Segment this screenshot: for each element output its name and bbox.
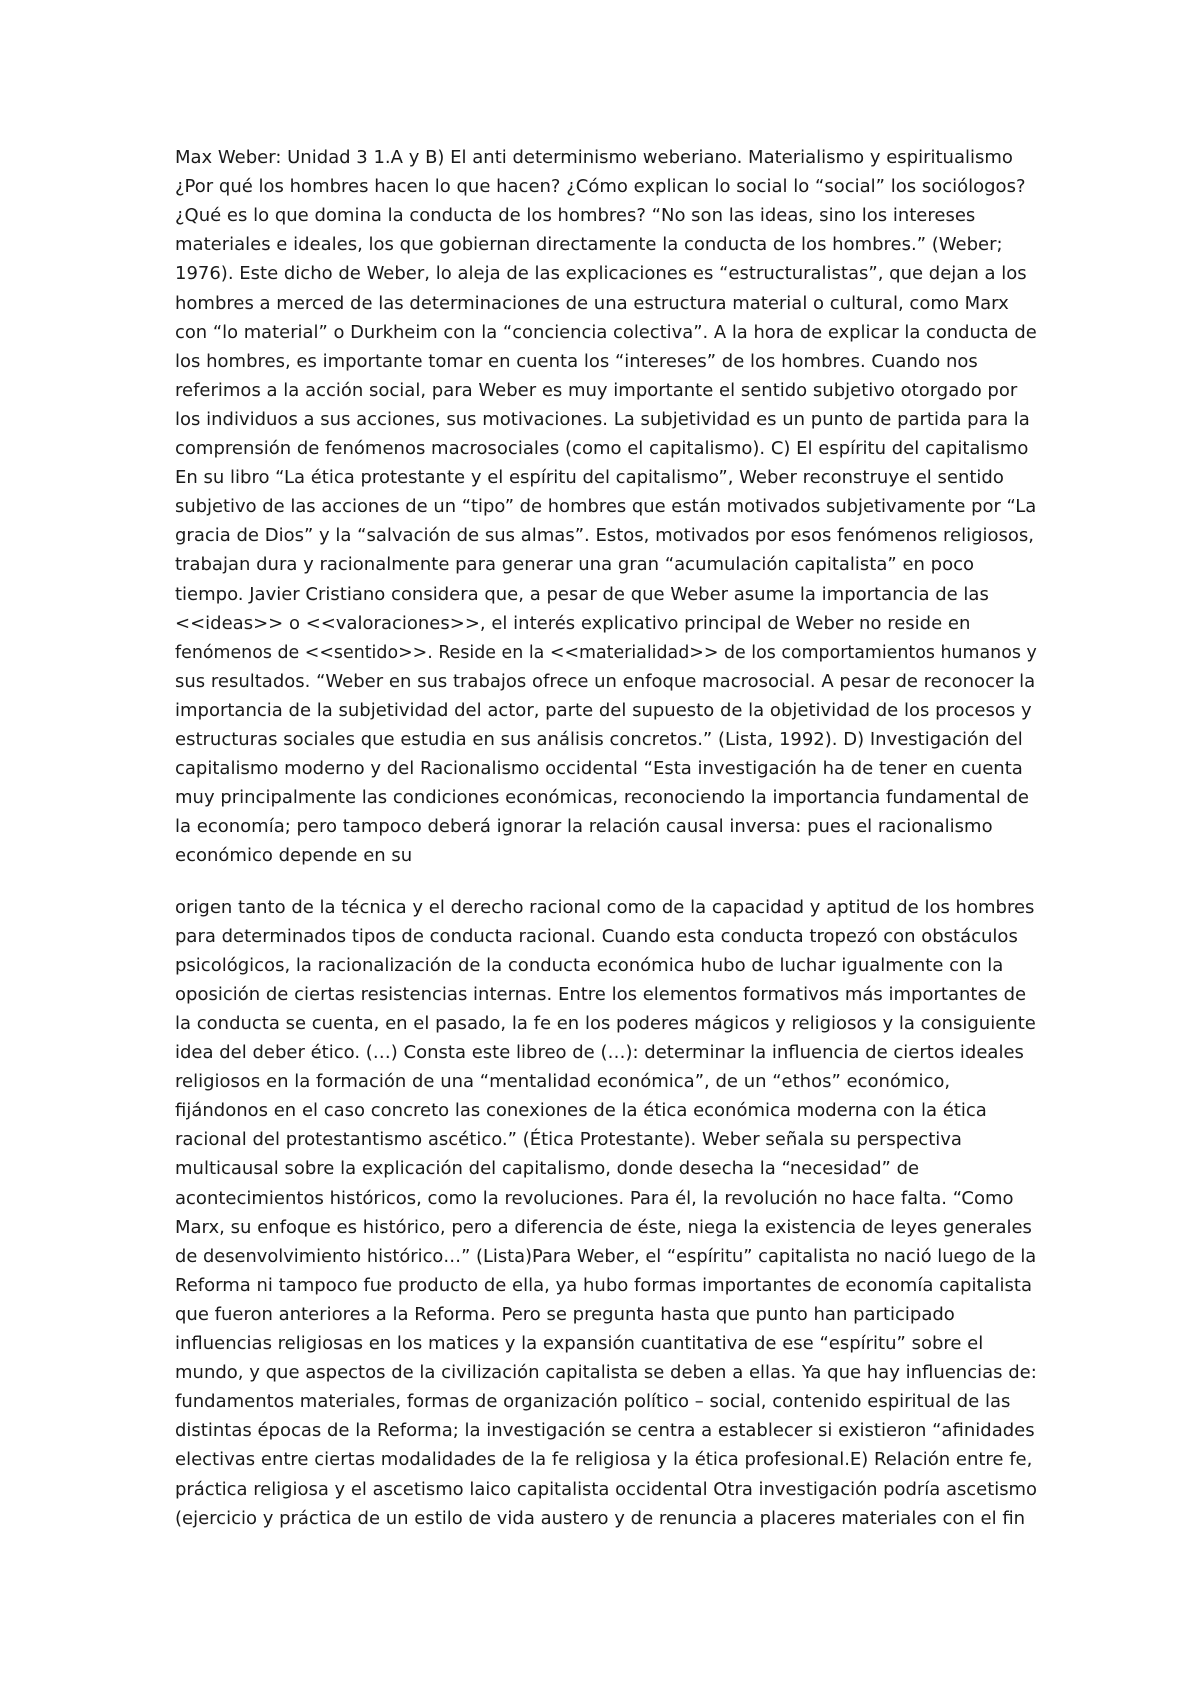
text-line: económico depende en su bbox=[175, 845, 413, 866]
text-line: los individuos a sus acciones, sus motivaciones. La subjetividad es un punto de partida para la bbox=[175, 409, 1030, 430]
text-line: muy principalmente las condiciones económicas, reconociendo la importancia fundamental de bbox=[175, 787, 1029, 808]
text-line: idea del deber ético. (…) Consta este libreo de (…): determinar la influencia de ciertos ideales bbox=[175, 1042, 1024, 1063]
text-line: los hombres, es importante tomar en cuenta los “intereses” de los hombres. Cuando nos bbox=[175, 351, 978, 372]
text-line: gracia de Dios” y la “salvación de sus almas”. Estos, motivados por esos fenómenos religiosos, bbox=[175, 525, 1035, 546]
text-line: 1976). Este dicho de Weber, lo aleja de las explicaciones es “estructuralistas”, que dejan a los bbox=[175, 263, 1027, 284]
text-line: origen tanto de la técnica y el derecho racional como de la capacidad y aptitud de los hombres bbox=[175, 897, 1035, 918]
text-line: comprensión de fenómenos macrosociales (como el capitalismo). C) El espíritu del capitalismo bbox=[175, 438, 1029, 459]
text-line: oposición de ciertas resistencias internas. Entre los elementos formativos más importantes de bbox=[175, 984, 1027, 1005]
text-line: fundamentos materiales, formas de organización político – social, contenido espiritual de las bbox=[175, 1391, 1011, 1412]
text-line: Reforma ni tampoco fue producto de ella, ya hubo formas importantes de economía capitalista bbox=[175, 1275, 1032, 1296]
text-line: tiempo. Javier Cristiano considera que, a pesar de que Weber asume la importancia de las bbox=[175, 584, 989, 605]
text-line: la conducta se cuenta, en el pasado, la fe en los poderes mágicos y religiosos y la consiguiente bbox=[175, 1013, 1036, 1034]
text-line: electivas entre ciertas modalidades de la fe religiosa y la ética profesional.E) Relación entre fe, bbox=[175, 1449, 1033, 1470]
text-line: ¿Qué es lo que domina la conducta de los hombres? “No son las ideas, sino los intereses bbox=[175, 205, 976, 226]
text-line: capitalismo moderno y del Racionalismo occidental “Esta investigación ha de tener en cuenta bbox=[175, 758, 1023, 779]
text-line: religiosos en la formación de una “mentalidad económica”, de un “ethos” económico, bbox=[175, 1071, 951, 1092]
text-line: influencias religiosas en los matices y la expansión cuantitativa de ese “espíritu” sobre el bbox=[175, 1333, 984, 1354]
text-line: materiales e ideales, los que gobiernan directamente la conducta de los hombres.” (Weber; bbox=[175, 234, 1003, 255]
text-line: En su libro “La ética protestante y el espíritu del capitalismo”, Weber reconstruye el sentido bbox=[175, 467, 1004, 488]
text-line: <<ideas>> o <<valoraciones>>, el interés explicativo principal de Weber no reside en bbox=[175, 613, 971, 634]
text-line: con “lo material” o Durkheim con la “conciencia colectiva”. A la hora de explicar la conducta de bbox=[175, 322, 1037, 343]
text-line: de desenvolvimiento histórico…” (Lista)Para Weber, el “espíritu” capitalista no nació luego de la bbox=[175, 1246, 1037, 1267]
text-line: para determinados tipos de conducta racional. Cuando esta conducta tropezó con obstáculos bbox=[175, 926, 1018, 947]
text-line: fijándonos en el caso concreto las conexiones de la ética económica moderna con la ética bbox=[175, 1100, 987, 1121]
text-line: sus resultados. “Weber en sus trabajos ofrece un enfoque macrosocial. A pesar de reconocer la bbox=[175, 671, 1036, 692]
text-line: Marx, su enfoque es histórico, pero a diferencia de éste, niega la existencia de leyes generales bbox=[175, 1217, 1032, 1238]
text-line: racional del protestantismo ascético.” (Ética Protestante). Weber señala su perspectiva bbox=[175, 1129, 962, 1150]
text-line: acontecimientos históricos, como la revoluciones. Para él, la revolución no hace falta. “Como bbox=[175, 1188, 1014, 1209]
text-line: importancia de la subjetividad del actor, parte del supuesto de la objetividad de los procesos y bbox=[175, 700, 1032, 721]
text-line: ¿Por qué los hombres hacen lo que hacen? ¿Cómo explican lo social lo “social” los sociólogos? bbox=[175, 176, 1026, 197]
text-line: (ejercicio y práctica de un estilo de vida austero y de renuncia a placeres materiales con el fin bbox=[175, 1508, 1026, 1529]
text-line: distintas épocas de la Reforma; la investigación se centra a establecer si existieron “afinidades bbox=[175, 1420, 1035, 1441]
text-line: subjetivo de las acciones de un “tipo” de hombres que están motivados subjetivamente por “La bbox=[175, 496, 1037, 517]
text-line: estructuras sociales que estudia en sus análisis concretos.” (Lista, 1992). D) Investigación del bbox=[175, 729, 1023, 750]
text-line: la economía; pero tampoco deberá ignorar la relación causal inversa: pues el racionalismo bbox=[175, 816, 993, 837]
text-line: trabajan dura y racionalmente para generar una gran “acumulación capitalista” en poco bbox=[175, 554, 974, 575]
text-line: psicológicos, la racionalización de la conducta económica hubo de luchar igualmente con la bbox=[175, 955, 1004, 976]
text-line: Max Weber: Unidad 3 1.A y B) El anti determinismo weberiano. Materialismo y espiritualismo bbox=[175, 147, 1013, 168]
text-line: práctica religiosa y el ascetismo laico capitalista occidental Otra investigación podría ascetismo bbox=[175, 1479, 1038, 1500]
text-line: referimos a la acción social, para Weber es muy importante el sentido subjetivo otorgado por bbox=[175, 380, 1018, 401]
text-line: hombres a merced de las determinaciones de una estructura material o cultural, como Marx bbox=[175, 293, 1009, 314]
text-line: mundo, y que aspectos de la civilización capitalista se deben a ellas. Ya que hay influencias de: bbox=[175, 1362, 1037, 1383]
text-line: fenómenos de <<sentido>>. Reside en la <<materialidad>> de los comportamientos humanos y bbox=[175, 643, 1037, 663]
text-line: que fueron anteriores a la Reforma. Pero se pregunta hasta que punto han participado bbox=[175, 1304, 955, 1325]
text-line: multicausal sobre la explicación del capitalismo, donde desecha la “necesidad” de bbox=[175, 1158, 920, 1179]
